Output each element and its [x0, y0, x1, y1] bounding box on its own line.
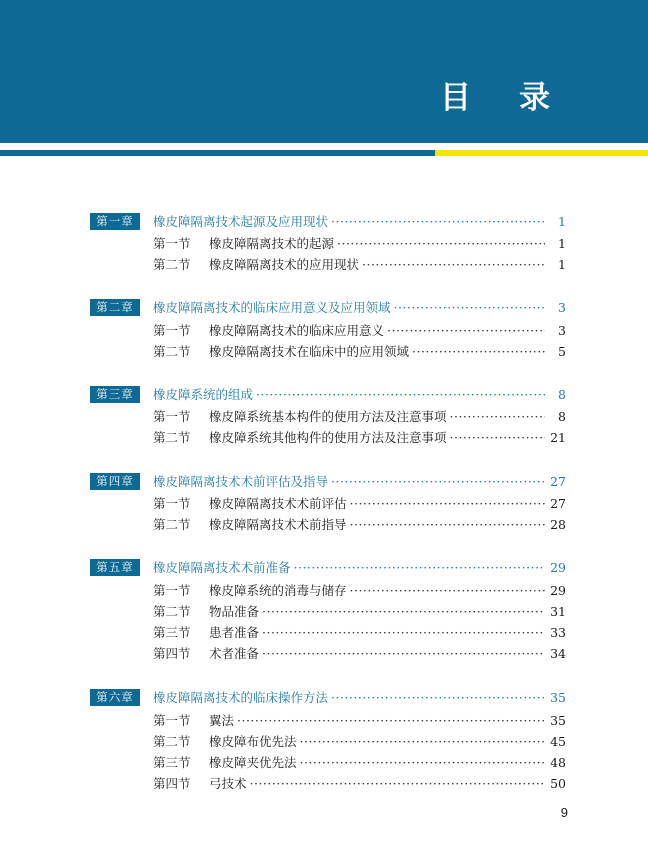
- section-entry[interactable]: [0, 493, 648, 514]
- leader-dots: [350, 580, 545, 601]
- section-entry[interactable]: [0, 773, 648, 794]
- chapter-page: 27: [550, 474, 566, 489]
- leader-dots: [331, 687, 545, 708]
- section-title: 橡皮障隔离技术在临床中的应用领域: [209, 344, 410, 359]
- section-title: 弓技术: [209, 776, 247, 791]
- section-label: 第二节: [153, 604, 191, 619]
- section-entry[interactable]: [0, 622, 648, 643]
- leader-dots: [250, 773, 545, 794]
- section-label: 第一节: [153, 409, 191, 424]
- leader-dots: [450, 406, 545, 427]
- section-title: 橡皮障布优先法: [209, 734, 297, 749]
- section-label: 第二节: [153, 344, 191, 359]
- section-page: 8: [558, 409, 566, 424]
- leader-dots: [300, 752, 545, 773]
- section-page: 33: [550, 625, 566, 640]
- chapter-title: 橡皮障隔离技术的临床操作方法: [153, 690, 329, 705]
- section-entry[interactable]: [0, 341, 648, 362]
- chapter-title: 橡皮障系统的组成: [153, 387, 254, 402]
- chapter-entry[interactable]: [0, 211, 648, 232]
- section-label: 第二节: [153, 257, 191, 272]
- section-label: 第二节: [153, 734, 191, 749]
- leader-dots: [387, 320, 545, 341]
- section-page: 27: [550, 496, 566, 511]
- section-entry[interactable]: [0, 406, 648, 427]
- section-page: 3: [558, 323, 566, 338]
- chapter-entry[interactable]: [0, 471, 648, 492]
- section-entry[interactable]: [0, 580, 648, 601]
- section-title: 翼法: [209, 713, 235, 728]
- section-page: 48: [550, 755, 566, 770]
- section-entry[interactable]: [0, 731, 648, 752]
- leader-dots: [237, 710, 545, 731]
- section-entry[interactable]: [0, 514, 648, 535]
- chapter-entry[interactable]: [0, 557, 648, 578]
- chapter-entry[interactable]: [0, 297, 648, 318]
- section-page: 28: [550, 517, 566, 532]
- section-title: 橡皮障隔离技术的应用现状: [209, 257, 360, 272]
- chapter-page: 1: [558, 214, 566, 229]
- chapter-page: 3: [558, 300, 566, 315]
- leader-dots: [450, 427, 545, 448]
- leader-dots: [262, 643, 545, 664]
- section-entry[interactable]: [0, 233, 648, 254]
- chapter-page: 8: [558, 387, 566, 402]
- header-stripe-yellow: [435, 150, 648, 156]
- section-page: 34: [550, 646, 566, 661]
- section-title: 橡皮障隔离技术术前评估: [209, 496, 347, 511]
- chapter-badge: 第二章: [90, 299, 140, 316]
- section-page: 35: [550, 713, 566, 728]
- section-entry[interactable]: [0, 254, 648, 275]
- section-label: 第四节: [153, 776, 191, 791]
- section-label: 第二节: [153, 430, 191, 445]
- leader-dots: [350, 493, 545, 514]
- header-stripe-blue: [0, 150, 435, 156]
- section-label: 第三节: [153, 755, 191, 770]
- chapter-title: 橡皮障隔离技术起源及应用现状: [153, 214, 329, 229]
- section-title: 橡皮障夹优先法: [209, 755, 297, 770]
- section-page: 29: [550, 583, 566, 598]
- chapter-entry[interactable]: [0, 384, 648, 405]
- chapter-badge: 第三章: [90, 386, 140, 403]
- section-label: 第三节: [153, 625, 191, 640]
- leader-dots: [262, 622, 545, 643]
- section-label: 第一节: [153, 236, 191, 251]
- section-entry[interactable]: [0, 710, 648, 731]
- section-label: 第一节: [153, 496, 191, 511]
- page-number: 9: [560, 805, 568, 820]
- section-page: 31: [550, 604, 566, 619]
- section-label: 第一节: [153, 583, 191, 598]
- section-entry[interactable]: [0, 320, 648, 341]
- page-title: 目录: [440, 80, 598, 116]
- section-page: 21: [550, 430, 566, 445]
- section-title: 物品准备: [209, 604, 260, 619]
- section-title: 术者准备: [209, 646, 260, 661]
- section-title: 橡皮障系统其他构件的使用方法及注意事项: [209, 430, 447, 445]
- section-title: 患者准备: [209, 625, 260, 640]
- section-entry[interactable]: [0, 752, 648, 773]
- chapter-title: 橡皮障隔离技术术前评估及指导: [153, 474, 329, 489]
- leader-dots: [331, 211, 545, 232]
- leader-dots: [256, 384, 545, 405]
- section-page: 5: [558, 344, 566, 359]
- leader-dots: [331, 471, 545, 492]
- chapter-entry[interactable]: [0, 687, 648, 708]
- chapter-badge: 第五章: [90, 559, 140, 576]
- section-label: 第四节: [153, 646, 191, 661]
- section-entry[interactable]: [0, 427, 648, 448]
- leader-dots: [294, 557, 545, 578]
- leader-dots: [337, 233, 545, 254]
- chapter-title: 橡皮障隔离技术的临床应用意义及应用领域: [153, 300, 391, 315]
- leader-dots: [412, 341, 545, 362]
- chapter-badge: 第六章: [90, 689, 140, 706]
- section-title: 橡皮障隔离技术的临床应用意义: [209, 323, 385, 338]
- header-band: [0, 0, 648, 143]
- chapter-title: 橡皮障隔离技术术前准备: [153, 560, 291, 575]
- section-page: 1: [558, 257, 566, 272]
- leader-dots: [300, 731, 545, 752]
- section-entry[interactable]: [0, 601, 648, 622]
- chapter-page: 35: [550, 690, 566, 705]
- section-label: 第一节: [153, 323, 191, 338]
- section-entry[interactable]: [0, 643, 648, 664]
- chapter-badge: 第四章: [90, 473, 140, 490]
- section-label: 第一节: [153, 713, 191, 728]
- chapter-page: 29: [550, 560, 566, 575]
- leader-dots: [394, 297, 545, 318]
- section-title: 橡皮障系统的消毒与储存: [209, 583, 347, 598]
- section-title: 橡皮障系统基本构件的使用方法及注意事项: [209, 409, 447, 424]
- leader-dots: [350, 514, 545, 535]
- chapter-badge: 第一章: [90, 213, 140, 230]
- section-page: 50: [550, 776, 566, 791]
- section-page: 45: [550, 734, 566, 749]
- leader-dots: [362, 254, 545, 275]
- section-page: 1: [558, 236, 566, 251]
- section-title: 橡皮障隔离技术的起源: [209, 236, 335, 251]
- leader-dots: [262, 601, 545, 622]
- section-label: 第二节: [153, 517, 191, 532]
- section-title: 橡皮障隔离技术术前指导: [209, 517, 347, 532]
